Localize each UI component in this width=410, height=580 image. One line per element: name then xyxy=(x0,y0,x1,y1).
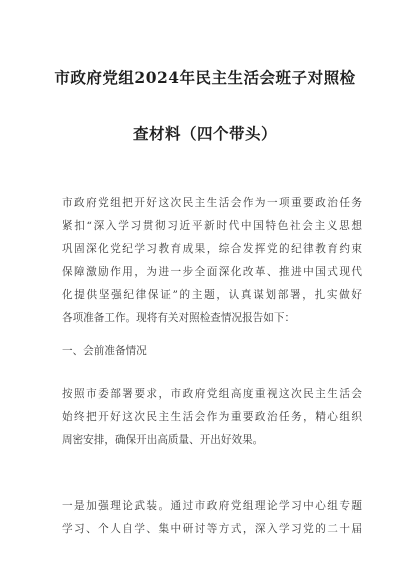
paragraph-line: 化提供坚强纪律保证”的主题，认真谋划部署，扎实做好 xyxy=(62,289,362,301)
paragraph-line: 紧扣“深入学习贯彻习近平新时代中国特色社会主义思想 xyxy=(62,220,362,232)
paragraph-line: 周密安排，确保开出高质量、开出好效果。 xyxy=(62,434,264,446)
paragraph-line: 巩固深化党纪学习教育成果，综合发挥党的纪律教育约束 xyxy=(62,243,362,255)
document-title-line-2: 查材料（四个带头） xyxy=(132,124,277,143)
section-heading: 一、会前准备情况 xyxy=(62,345,147,357)
paragraph-line: 一是加强理论武装。通过市政府党组理论学习中心组专题 xyxy=(62,500,362,512)
paragraph-line: 始终把开好这次民主生活会作为重要政治任务，精心组织 xyxy=(62,411,362,423)
paragraph-line: 市政府党组把开好这次民主生活会作为一项重要政治任务 xyxy=(62,197,362,209)
paragraph-line: 学习、个人自学、集中研讨等方式，深入学习党的二十届 xyxy=(62,523,362,535)
paragraph-line: 按照市委部署要求，市政府党组高度重视这次民主生活会 xyxy=(62,388,362,400)
section1-paragraph xyxy=(62,383,362,452)
paragraph-line: 保障激励作用，为进一步全面深化改革、推进中国式现代 xyxy=(62,266,362,278)
intro-paragraph xyxy=(62,192,362,330)
point1-paragraph xyxy=(62,495,362,541)
paragraph-line: 各项准备工作。现将有关对照检查情况报告如下： xyxy=(62,312,296,324)
document-title-line-1: 市政府党组2024年民主生活会班子对照检 xyxy=(54,68,356,87)
